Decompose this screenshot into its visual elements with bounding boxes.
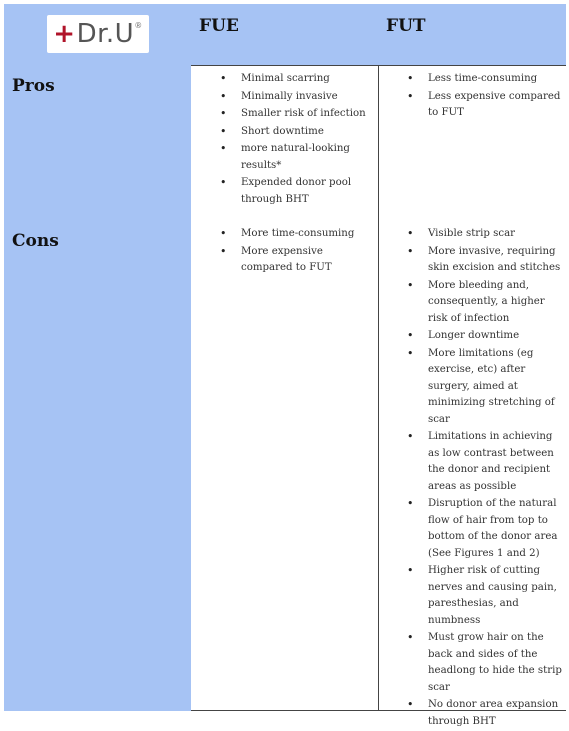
header-fue: FUE — [199, 16, 239, 36]
row-label-column — [4, 65, 191, 711]
list-item: • More limitations (eg exercise, etc) after surgery, aimed at minimizing stretching of scar — [403, 346, 563, 429]
dr-u-logo — [47, 15, 149, 53]
list-item: • Must grow hair on the back and sides of the headlong to hide the strip scar — [403, 630, 563, 696]
list-item: • more natural-looking results* — [216, 141, 376, 174]
list-item: • Higher risk of cutting nerves and causing pain, paresthesias, and numbness — [403, 563, 563, 629]
list-item: • Longer downtime — [403, 328, 563, 345]
list-item: • More time-consuming — [216, 226, 376, 243]
list-cons-fut — [403, 226, 563, 731]
list-item: • Minimal scarring — [216, 71, 376, 88]
list-item: • More expensive compared to FUT — [216, 244, 376, 277]
list-item: • Minimally invasive — [216, 89, 376, 106]
logo-mark — [53, 19, 142, 49]
row-label-pros: Pros — [12, 76, 55, 96]
list-item: • Short downtime — [216, 124, 376, 141]
list-item: • No donor area expansion through BHT — [403, 697, 563, 730]
registered-mark: ® — [134, 21, 143, 30]
list-item: • Visible strip scar — [403, 226, 563, 243]
list-item: • Limitations in achieving as low contrast between the donor and recipient areas as possible — [403, 429, 563, 495]
list-item: • Disruption of the natural flow of hair from top to bottom of the donor area (See Figures 1 and 2) — [403, 496, 563, 562]
header-fut: FUT — [386, 16, 426, 36]
list-item: • More bleeding and, consequently, a higher risk of infection — [403, 278, 563, 328]
list-item: • Expended donor pool through BHT — [216, 175, 376, 208]
list-item: • Smaller risk of infection — [216, 106, 376, 123]
logo-text: Dr.U — [76, 19, 135, 49]
list-item: • Less expensive compared to FUT — [403, 89, 563, 122]
list-item: • Less time-consuming — [403, 71, 563, 88]
list-pros-fut — [403, 71, 563, 123]
row-label-cons: Cons — [12, 231, 59, 251]
list-item: • More invasive, requiring skin excision and stitches — [403, 244, 563, 277]
logo-cross-icon: + — [53, 19, 76, 49]
comparison-table — [4, 4, 566, 727]
list-pros-fue — [216, 71, 376, 209]
list-cons-fue — [216, 226, 376, 278]
cell-cons-fue — [191, 220, 379, 711]
